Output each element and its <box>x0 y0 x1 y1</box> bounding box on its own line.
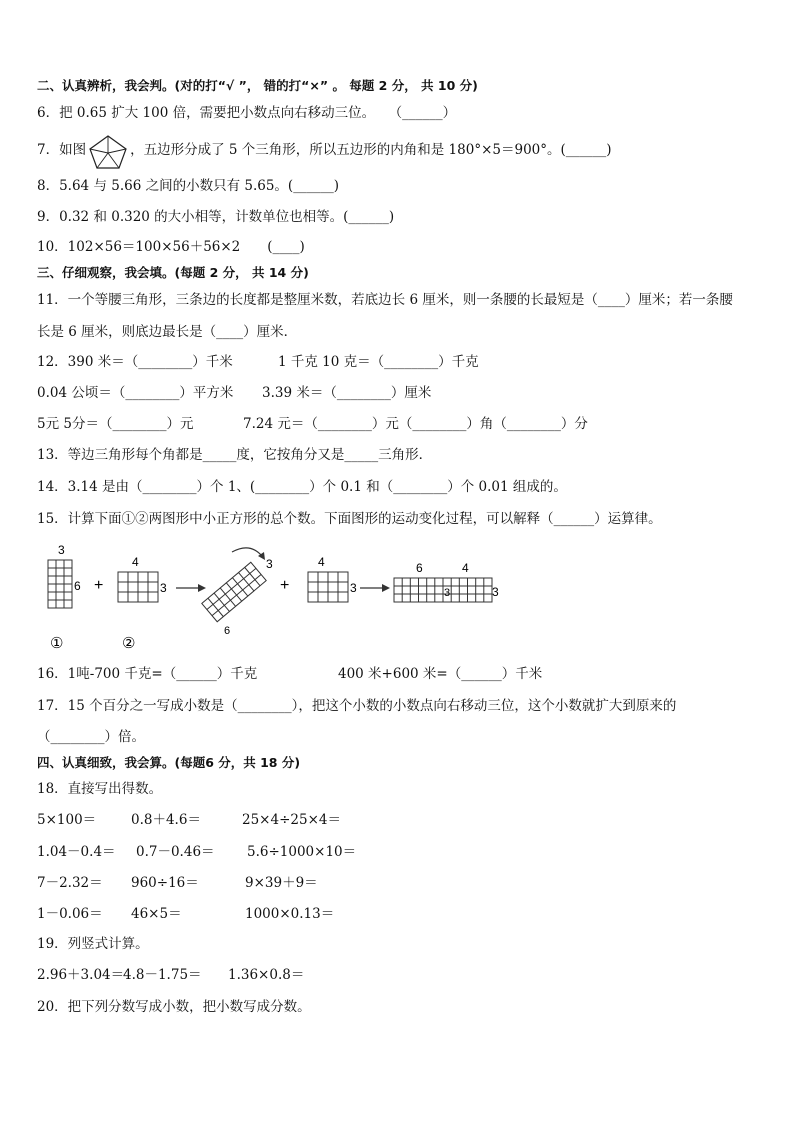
grid-4-side-label: 3 <box>350 581 357 595</box>
grid-1-circle-label: ① <box>50 635 64 652</box>
grid-2-side-label: 3 <box>160 581 167 595</box>
arrow-2 <box>360 584 390 592</box>
calc-item: 0.8＋4.6＝ <box>131 812 201 828</box>
vertical-calc-item: 2.96＋3.04＝ <box>37 967 125 983</box>
grid-2-circle-label: ② <box>122 635 136 652</box>
grid-2 <box>118 572 158 602</box>
section-3-heading: 三、仔细观察，我会填。(每题 2 分， 共 14 分) <box>37 265 309 280</box>
question-12-item-4: 3.39 米＝（________）厘米 <box>262 385 432 401</box>
question-18: 18．直接写出得数。 <box>37 781 163 797</box>
grid-1-side-label: 6 <box>74 579 81 593</box>
arrow-1 <box>176 584 206 592</box>
calc-item: 7－2.32＝ <box>37 875 103 891</box>
question-20: 20．把下列分数写成小数，把小数写成分数。 <box>37 999 311 1015</box>
calc-item: 9×39＋9＝ <box>245 875 318 891</box>
rotated-grid-side-label: 3 <box>266 557 273 571</box>
distributive-law-figure <box>36 538 499 656</box>
combined-grid <box>394 578 492 602</box>
plus-sign-2: + <box>280 577 290 594</box>
rotated-grid-bottom-label: 6 <box>224 625 231 637</box>
pentagon-figure <box>88 134 128 170</box>
question-12-item-2: 1 千克 10 克＝（________）千克 <box>278 354 479 370</box>
vertical-calc-item: 1.36×0.8＝ <box>228 967 305 983</box>
section-2-heading: 二、认真辨析，我会判。(对的打“√ ”， 错的打“×” 。 每题 2 分， 共 10 分) <box>37 78 478 93</box>
calc-item: 960÷16＝ <box>131 875 199 891</box>
grid-4 <box>308 572 348 602</box>
question-12-item-3: 0.04 公顷＝（________）平方米 <box>37 385 234 401</box>
plus-sign-1: + <box>94 577 104 594</box>
question-15: 15．计算下面①②两图形中小正方形的总个数。下面图形的运动变化过程，可以解释（______）运算律。 <box>37 511 662 527</box>
calc-item: 0.7－0.46＝ <box>136 844 215 860</box>
question-8: 8．5.64 与 5.66 之间的小数只有 5.65。(______) <box>37 178 339 194</box>
grid-1-top-label: 3 <box>58 543 65 557</box>
question-7-prefix: 7．如图 <box>37 142 87 158</box>
question-13: 13．等边三角形每个角都是_____度，它按角分又是_____三角形． <box>37 447 433 463</box>
grid-4-top-label: 4 <box>318 555 325 569</box>
question-11-line-2: 长是 6 厘米，则底边最长是（____）厘米． <box>37 324 298 340</box>
calc-item: 25×4÷25×4＝ <box>242 812 341 828</box>
question-12-item-5: 5元 5分＝（________）元 <box>37 416 194 432</box>
question-17-line-2: （________）倍。 <box>37 729 145 745</box>
question-14: 14．3.14 是由（________）个 1、(________）个 0.1 和（________）个 0.01 组成的。 <box>37 479 567 495</box>
question-16-item-2: 400 米+600 米=（______）千米 <box>338 666 543 682</box>
calc-item: 5.6÷1000×10＝ <box>247 844 357 860</box>
question-9: 9．0.32 和 0.320 的大小相等，计数单位也相等。(______) <box>37 209 395 225</box>
rotation-arrow <box>232 548 262 556</box>
vertical-calc-item: 4.8－1.75＝ <box>123 967 202 983</box>
question-11-line-1: 11．一个等腰三角形，三条边的长度都是整厘米数，若底边长 6 厘米，则一条腰的长最短是（____）厘米；若一条腰 <box>37 292 733 308</box>
section-4-heading: 四、认真细致，我会算。(每题6 分，共 18 分) <box>37 755 301 770</box>
question-19: 19．列竖式计算。 <box>37 936 149 952</box>
question-6: 6．把 0.65 扩大 100 倍，需要把小数点向右移动三位。 （______） <box>37 105 457 121</box>
question-10: 10．102×56＝100×56＋56×2 (____) <box>37 239 305 255</box>
rotated-grid <box>202 562 266 622</box>
question-7-text: ，五边形分成了 5 个三角形，所以五边形的内角和是 180°×5＝900°。(______) <box>130 142 612 158</box>
combined-grid-top-label-2: 4 <box>462 561 469 575</box>
question-17-line-1: 17．15 个百分之一写成小数是（________），把这个小数的小数点向右移动三位，这个小数就扩大到原来的 <box>37 698 677 714</box>
calc-item: 5×100＝ <box>37 812 97 828</box>
question-12-item-6: 7.24 元＝（________）元（________）角（________）分 <box>243 416 588 432</box>
combined-grid-middle-label: 3 <box>444 587 451 599</box>
grid-1 <box>48 560 72 608</box>
calc-item: 1.04－0.4＝ <box>37 844 116 860</box>
question-12-item-1: 12．390 米＝（________）千米 <box>37 354 233 370</box>
calc-item: 1－0.06＝ <box>37 906 103 922</box>
question-16-item-1: 16．1吨-700 千克=（______）千克 <box>37 666 258 682</box>
grid-2-top-label: 4 <box>132 555 139 569</box>
combined-grid-top-label-1: 6 <box>416 561 423 575</box>
combined-grid-side-label: 3 <box>492 585 499 599</box>
calc-item: 1000×0.13＝ <box>245 906 335 922</box>
calc-item: 46×5＝ <box>131 906 182 922</box>
